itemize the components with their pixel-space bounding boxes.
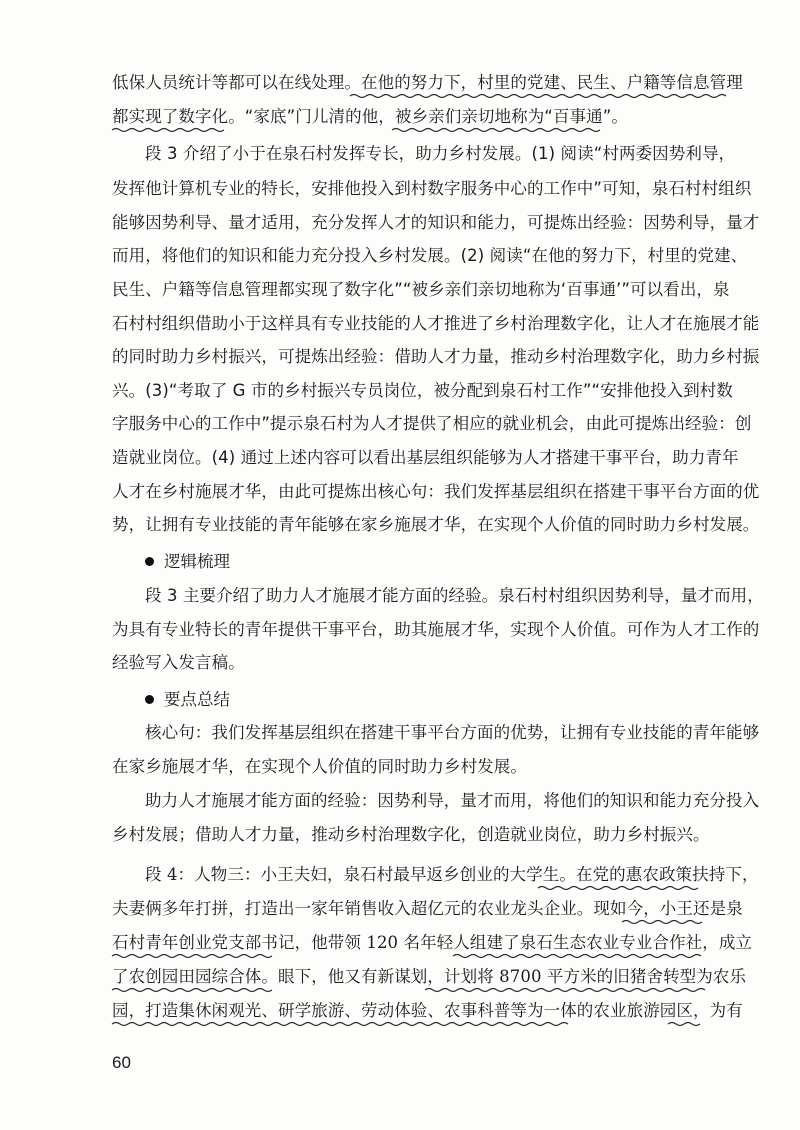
text-line: 造就业岗位。(4) 通过上述内容可以看出基层组织能够为人才搭建干事平台，助力青年 <box>112 448 739 467</box>
wavy-underline <box>112 1023 568 1026</box>
text-line: 字服务中心的工作中”提示泉石村为人才提供了相应的就业机会，由此可提炼出经验：创 <box>112 414 752 433</box>
heading-text: 要点总结 <box>164 690 230 709</box>
text-line: 能够因势利导、量才适用，充分发挥人才的知识和能力，可提炼出经验：因势利导，量才 <box>112 213 760 232</box>
wavy-underline <box>622 921 702 924</box>
text-line: 在家乡施展才华，在实现个人价值的同时助力乡村发展。 <box>112 757 527 776</box>
text-line: 石村青年创业党支部书记，他带领 120 名年轻人组建了泉石生态农业专业合作社，成立 <box>112 933 753 952</box>
wavy-underline <box>538 887 698 890</box>
text-line: 民生、户籍等信息管理都实现了数字化”“被乡亲们亲切地称为‘百事通’”可以看出，泉 <box>112 280 730 299</box>
bullet-icon <box>145 695 154 704</box>
section-heading <box>145 689 445 711</box>
text-line: 助力人才施展才能方面的经验：因势利导，量才而用，将他们的知识和能力充分投入 <box>145 791 760 810</box>
wavy-underline <box>112 129 224 132</box>
text-line: 兴。(3)“考取了 G 市的乡村振兴专员岗位，被分配到泉石村工作”“安排他投入到村数 <box>112 381 733 400</box>
bullet-icon <box>145 557 154 566</box>
text-line: 人才在乡村施展才华，由此可提炼出核心句：我们发挥基层组织在搭建干事平台方面的优 <box>112 482 760 501</box>
wavy-underline <box>425 989 705 992</box>
text-line: 了农创园田园综合体。眼下，他又有新谋划，计划将 8700 平方米的旧猪舍转型为农乐 <box>112 967 747 986</box>
wavy-underline <box>668 1023 700 1026</box>
section-heading <box>145 551 445 573</box>
wavy-underline <box>350 95 726 98</box>
text-line: 段 4：人物三：小王夫妇，泉石村最早返乡创业的大学生。在党的惠农政策扶持下， <box>145 865 759 884</box>
wavy-underline <box>112 955 272 958</box>
wavy-underline <box>112 989 272 992</box>
text-line: 低保人员统计等都可以在线处理。在他的努力下，村里的党建、民生、户籍等信息管理 <box>112 73 743 92</box>
text-line: 核心句：我们发挥基层组织在搭建干事平台方面的优势，让拥有专业技能的青年能够 <box>145 723 760 742</box>
page-number: 60 <box>112 1053 131 1072</box>
text-line: 园，打造集休闲观光、研学旅游、劳动体验、农事科普等为一体的农业旅游园区，为有 <box>112 1001 743 1020</box>
text-line: 石村村组织借助小于这样具有专业技能的人才推进了乡村治理数字化，让人才在施展才能 <box>112 314 760 333</box>
text-line: 段 3 主要介绍了助力人才施展才能方面的经验。泉石村村组织因势利导，量才而用， <box>145 586 764 605</box>
text-line: 段 3 介绍了小于在泉石村发挥专长，助力乡村发展。(1) 阅读“村两委因势利导， <box>145 144 736 163</box>
text-line: 夫妻俩多年打拼，打造出一家年销售收入超亿元的农业龙头企业。现如今，小王还是泉 <box>112 899 743 918</box>
text-line: 为具有专业特长的青年提供干事平台，助其施展才华，实现个人价值。可作为人才工作的 <box>112 620 760 639</box>
wavy-underline <box>392 129 600 132</box>
text-line: 的同时助力乡村振兴，可提炼出经验：借助人才力量，推动乡村治理数字化，助力乡村振 <box>112 347 760 366</box>
text-line: 乡村发展；借助人才力量，推动乡村治理数字化，创造就业岗位，助力乡村振兴。 <box>112 825 710 844</box>
wavy-underline <box>453 955 701 958</box>
text-line: 经验写入发言稿。 <box>112 653 245 672</box>
text-line: 而用，将他们的知识和能力充分投入乡村发展。(2) 阅读“在他的努力下，村里的党建、 <box>112 246 748 265</box>
text-line: 都实现了数字化。“家底”门儿清的他，被乡亲们亲切地称为“百事通”。 <box>112 107 628 126</box>
text-line: 发挥他计算机专业的特长，安排他投入到村数字服务中心的工作中”可知，泉石村村组织 <box>112 179 752 198</box>
heading-text: 逻辑梳理 <box>164 552 230 571</box>
text-line: 势，让拥有专业技能的青年能够在家乡施展才华，在实现个人价值的同时助力乡村发展。 <box>112 515 760 534</box>
